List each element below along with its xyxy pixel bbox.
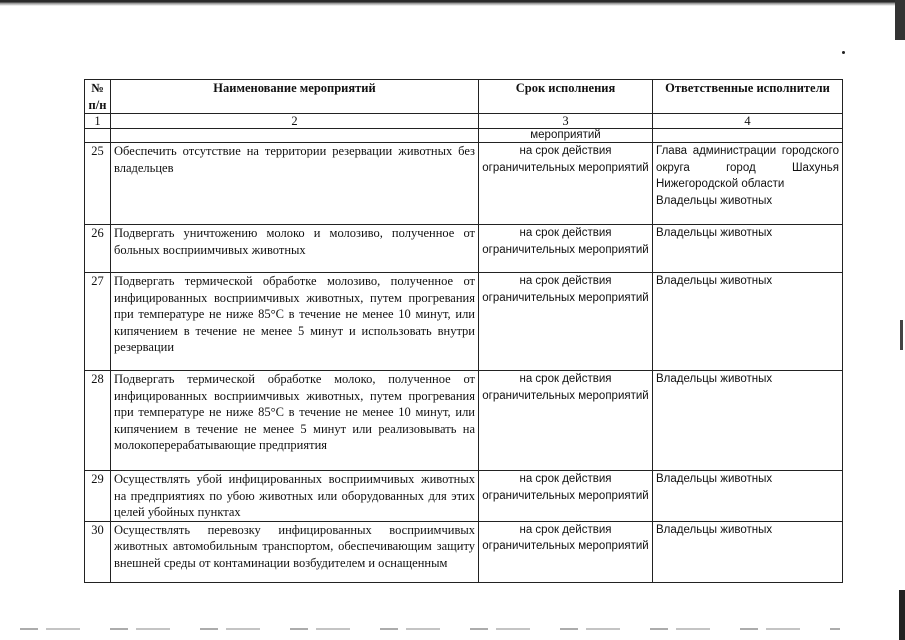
scan-edge-right-bottom xyxy=(899,590,905,640)
row-number: 26 xyxy=(85,225,111,273)
table-row xyxy=(85,371,843,471)
scan-edge-right xyxy=(895,0,905,40)
row-description: Обеспечить отсутствие на территории резервации животных без владельцев xyxy=(111,143,479,225)
row-description: Осуществлять убой инфицированных восприимчивых животных на предприятиях по убою животных или оборудованных для этих целей убойных пунктах xyxy=(111,471,479,522)
row-responsible xyxy=(653,143,843,225)
row-responsible: Владельцы животных xyxy=(653,225,843,273)
header-responsible: Ответственные исполнители xyxy=(653,80,843,114)
row-number: 27 xyxy=(85,273,111,371)
header-term: Срок исполнения xyxy=(479,80,653,114)
row-description: Осуществлять перевозку инфицированных восприимчивых животных автомобильным транспортом, обеспечивающим защиту внешней среды от контаминации возбудителем и оснащенным xyxy=(111,521,479,582)
responsible-head: Глава администрации городского округа город Шахунья Нижегородской области xyxy=(656,145,839,190)
row-number: 28 xyxy=(85,371,111,471)
continued-term: мероприятий xyxy=(479,129,653,143)
scan-edge-bottom xyxy=(20,628,840,630)
column-number: 3 xyxy=(479,114,653,129)
table-header-row xyxy=(85,80,843,114)
table-row xyxy=(85,273,843,371)
row-description: Подвергать термической обработке молоко, полученное от инфицированных восприимчивых животных, путем прогревания при температуре не ниже 85°С в течение не менее 10 минут, или кипячением в течение не менее 5 минут или реализовывать на молокоперерабатывающие предприятия xyxy=(111,371,479,471)
row-term: на срок действия ограничительных мероприятий xyxy=(479,371,653,471)
row-responsible: Владельцы животных xyxy=(653,471,843,522)
scan-dot xyxy=(842,51,845,54)
column-number-row xyxy=(85,114,843,129)
continued-row xyxy=(85,129,843,143)
measures-table xyxy=(84,79,843,583)
row-term: на срок действия ограничительных мероприятий xyxy=(479,521,653,582)
table-row xyxy=(85,471,843,522)
column-number: 1 xyxy=(85,114,111,129)
table-row xyxy=(85,521,843,582)
row-term: на срок действия ограничительных мероприятий xyxy=(479,273,653,371)
row-number: 29 xyxy=(85,471,111,522)
scan-mark xyxy=(900,320,903,350)
row-responsible: Владельцы животных xyxy=(653,371,843,471)
scan-edge-top xyxy=(0,0,905,6)
column-number: 2 xyxy=(111,114,479,129)
row-term: на срок действия ограничительных мероприятий xyxy=(479,225,653,273)
row-description: Подвергать термической обработке молозиво, полученное от инфицированных восприимчивых животных, путем прогревания при температуре не ниже 85°С в течение не менее 10 минут, или кипячением в течение не менее 5 минут и использовать внутри резервации xyxy=(111,273,479,371)
table-row xyxy=(85,225,843,273)
header-number: № п/н xyxy=(85,80,111,114)
row-responsible: Владельцы животных xyxy=(653,273,843,371)
row-term: на срок действия ограничительных мероприятий xyxy=(479,471,653,522)
responsible-owners: Владельцы животных xyxy=(656,194,773,207)
row-responsible: Владельцы животных xyxy=(653,521,843,582)
header-name: Наименование мероприятий xyxy=(111,80,479,114)
row-term: на срок действия ограничительных мероприятий xyxy=(479,143,653,225)
row-number: 30 xyxy=(85,521,111,582)
table-row xyxy=(85,143,843,225)
row-number: 25 xyxy=(85,143,111,225)
row-description: Подвергать уничтожению молоко и молозиво, полученное от больных восприимчивых животных xyxy=(111,225,479,273)
column-number: 4 xyxy=(653,114,843,129)
